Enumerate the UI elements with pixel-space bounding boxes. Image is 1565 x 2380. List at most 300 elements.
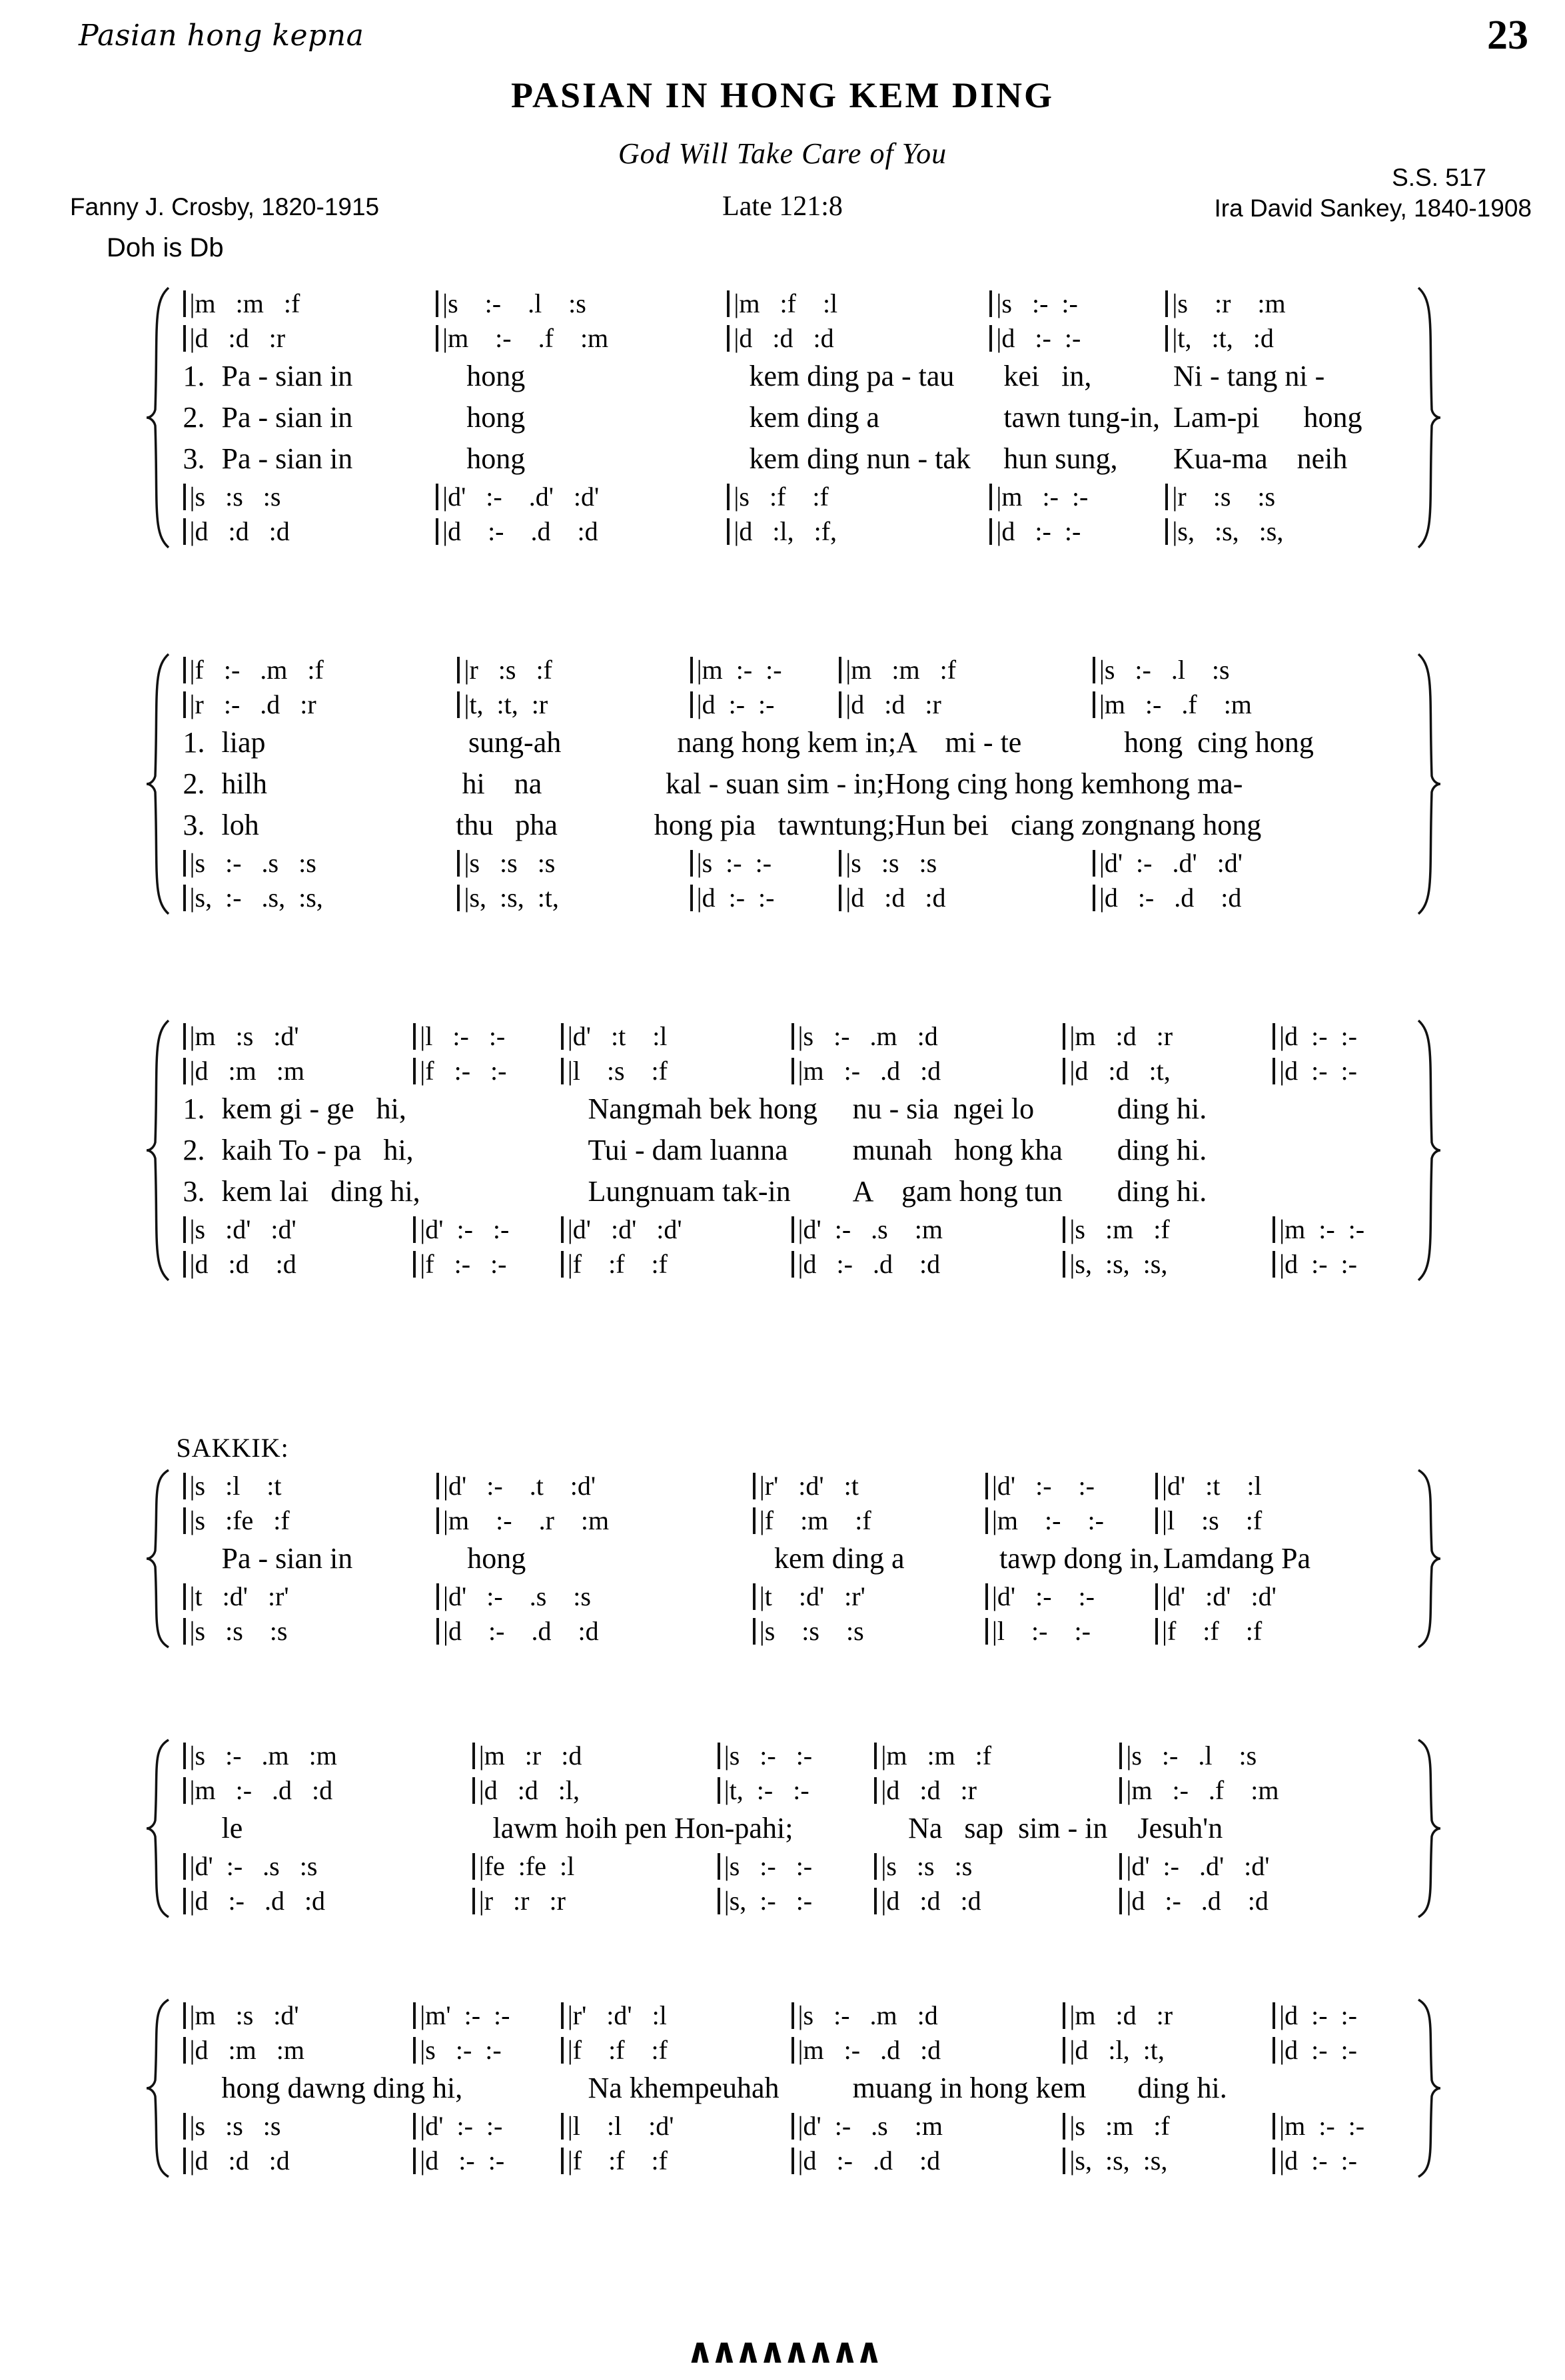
tenor-line — [183, 480, 1409, 514]
measure — [183, 518, 436, 545]
solfa-notes: |t :d' :r' — [189, 1581, 289, 1611]
measure — [436, 1507, 753, 1534]
lyric-segment: kem lai ding hi, — [221, 1175, 420, 1208]
solfa-notes: |m :- :- — [996, 482, 1089, 512]
measure — [413, 1251, 560, 1278]
solfa-notes: |fe :fe :l — [478, 1851, 575, 1881]
tenor-line — [183, 1579, 1409, 1614]
measure — [561, 2148, 791, 2174]
brace-left — [145, 1019, 171, 1282]
solfa-notes: |m :- .f :m — [442, 323, 609, 353]
solfa-notes: |s, :- .s, :s, — [189, 883, 323, 913]
solfa-notes: |s :r :m — [1172, 288, 1286, 318]
measure — [1273, 2037, 1399, 2064]
measure — [561, 2113, 791, 2140]
solfa-notes: |d :- .d :d — [442, 516, 598, 546]
measure — [183, 657, 458, 683]
tenor-line — [183, 846, 1409, 881]
lyric-line — [183, 2068, 1409, 2109]
verse-number: 2. — [183, 767, 205, 800]
measure — [436, 518, 727, 545]
solfa-notes: |d' :- .s :s — [443, 1581, 591, 1611]
brace-right — [1416, 1998, 1442, 2178]
lyric-segment: tawn tung-in, — [1003, 401, 1160, 434]
solfa-notes: |d' :t :l — [1161, 1471, 1262, 1501]
lyric-segment: hun sung, — [1003, 442, 1118, 475]
measure — [1273, 1251, 1399, 1278]
measure — [1155, 1583, 1409, 1610]
measure — [413, 2002, 560, 2029]
scripture-reference: Late 121:8 — [722, 191, 843, 222]
verse-number: 2. — [183, 401, 205, 434]
bass-line — [183, 881, 1409, 915]
measure — [718, 1777, 875, 1804]
lyric-segment: ding hi. — [1117, 1134, 1207, 1166]
system-2 — [70, 653, 1496, 915]
measure — [1119, 1888, 1408, 1914]
solfa-notes: |l :l :d' — [567, 2111, 674, 2141]
solfa-notes: |d :d :d — [881, 1886, 981, 1916]
solfa-notes: |d :d :d — [845, 883, 946, 913]
lyric-segment: hong ma- — [1131, 767, 1243, 800]
verse-number: 3. — [183, 809, 205, 841]
measure — [436, 290, 727, 317]
solfa-notes: |m :f :l — [734, 288, 838, 318]
tenor-line — [183, 1212, 1409, 1247]
measure — [472, 1777, 718, 1804]
lyric-segment: Na sap sim - in — [908, 1812, 1108, 1844]
lyric-segment: Pa - sian in — [221, 442, 353, 475]
measure — [183, 1058, 414, 1084]
brace-right — [1416, 1739, 1442, 1918]
staff-group — [183, 1739, 1409, 1918]
solfa-notes: |m :- .d :d — [797, 2035, 941, 2065]
measure — [1093, 850, 1409, 877]
measure — [1273, 1216, 1399, 1243]
solfa-notes: |s :s :s — [189, 482, 281, 512]
bass-line — [183, 1247, 1409, 1282]
lyric-segment: Hong cing hong kem — [884, 767, 1131, 800]
measure — [989, 518, 1165, 545]
solfa-notes: |d' :- .s :s — [189, 1851, 318, 1881]
solfa-notes: |d :l, :f, — [734, 516, 837, 546]
measure — [561, 2037, 791, 2064]
measure — [985, 1618, 1155, 1645]
measure — [791, 2037, 1063, 2064]
solfa-notes: |d :- :- — [1279, 1056, 1357, 1086]
brace-right — [1416, 1469, 1442, 1649]
solfa-notes: |s :s :s — [189, 1616, 288, 1646]
measure — [989, 325, 1165, 352]
lyric-line — [183, 722, 1409, 763]
solfa-notes: |d' :d' :d' — [1161, 1581, 1277, 1611]
measure — [183, 1473, 437, 1499]
solfa-notes: |r' :d' :l — [567, 2000, 667, 2030]
lyric-segment: nu - sia ngei lo — [852, 1092, 1035, 1125]
solfa-notes: |l :- :- — [420, 1021, 506, 1051]
measure — [472, 1853, 718, 1880]
solfa-notes: |t, :t, :r — [464, 689, 548, 719]
solfa-notes: |d :- :- — [996, 516, 1081, 546]
measure — [436, 1583, 753, 1610]
solfa-notes: |r :s :s — [1172, 482, 1276, 512]
measure — [839, 885, 1093, 911]
solfa-notes: |r :s :f — [464, 655, 552, 685]
lyric-segment: le — [221, 1812, 243, 1844]
solfa-notes: |s :s :s — [189, 2111, 281, 2141]
soprano-line — [183, 1019, 1409, 1054]
measure — [690, 850, 839, 877]
verse-number: 1. — [183, 726, 205, 759]
measure — [874, 1888, 1119, 1914]
solfa-notes: |m :- .f :m — [1099, 689, 1252, 719]
lyric-segment: Lam-pi hong — [1173, 401, 1362, 434]
lyric-segment: hi na — [462, 767, 542, 800]
solfa-notes: |d' :- .t :d' — [443, 1471, 596, 1501]
soprano-line — [183, 1469, 1409, 1503]
lyric-segment: hilh — [221, 767, 267, 800]
solfa-notes: |t, :- :- — [724, 1775, 809, 1805]
solfa-notes: |s :s :s — [464, 848, 556, 878]
lyric-segment: hong — [466, 401, 526, 434]
measure — [413, 1216, 560, 1243]
system-6 — [70, 1998, 1496, 2178]
alto-line — [183, 1773, 1409, 1808]
solfa-notes: |d :- :- — [1279, 1249, 1357, 1279]
solfa-notes: |d :- .d :d — [1126, 1886, 1269, 1916]
measure — [472, 1743, 718, 1769]
key-signature: Doh is Db — [107, 233, 224, 262]
measure — [753, 1618, 985, 1645]
solfa-notes: |d :d :d — [734, 323, 834, 353]
hymn-subtitle: God Will Take Care of You — [618, 137, 947, 170]
solfa-notes: |d' :- .d' :d' — [1126, 1851, 1270, 1881]
solfa-notes: |m' :- :- — [420, 2000, 510, 2030]
solfa-notes: |d :m :m — [189, 2035, 304, 2065]
lyric-segment: lawm hoih pen Hon-pa — [492, 1812, 762, 1844]
measure — [413, 1058, 560, 1084]
solfa-notes: |d' :- .s :m — [797, 2111, 943, 2141]
solfa-notes: |s :m :f — [1069, 1214, 1170, 1244]
lyric-segment: kem ding pa - tau — [749, 360, 955, 392]
solfa-notes: |s :- .l :s — [442, 288, 586, 318]
running-head: Pasian hong kepna — [79, 19, 364, 53]
measure — [874, 1853, 1119, 1880]
measure — [727, 518, 989, 545]
page-number: 23 — [1487, 13, 1528, 58]
solfa-notes: |s :- .m :d — [797, 2000, 938, 2030]
composer-credit: Ira David Sankey, 1840-1908 — [1214, 195, 1532, 222]
measure — [183, 2037, 414, 2064]
measure — [989, 290, 1165, 317]
soprano-line — [183, 286, 1409, 321]
lyric-segment: kaih To - pa hi, — [221, 1134, 414, 1166]
solfa-notes: |d :- :- — [420, 2146, 505, 2176]
solfa-notes: |d :- .d :d — [443, 1616, 599, 1646]
soprano-line — [183, 653, 1409, 687]
measure — [1165, 484, 1408, 510]
alto-line — [183, 2033, 1409, 2068]
measure — [839, 657, 1093, 683]
solfa-notes: |d :- .d :d — [1099, 883, 1242, 913]
solfa-notes: |d :d :l, — [478, 1775, 580, 1805]
measure — [1273, 2113, 1399, 2140]
brace-left — [145, 286, 171, 549]
solfa-notes: |d :d :r — [881, 1775, 977, 1805]
solfa-notes: |f :m :f — [759, 1505, 871, 1535]
alto-line — [183, 1054, 1409, 1088]
measure — [436, 1473, 753, 1499]
solfa-notes: |d' :- .d' :d' — [1099, 848, 1243, 878]
solfa-notes: |t :d' :r' — [759, 1581, 865, 1611]
solfa-notes: |d :l, :t, — [1069, 2035, 1165, 2065]
measure — [183, 290, 436, 317]
lyric-line — [183, 356, 1409, 397]
lyric-line — [183, 1808, 1409, 1849]
solfa-notes: |d' :d' :d' — [567, 1214, 682, 1244]
lyric-segment: hi; — [762, 1812, 793, 1844]
lyric-segment: kem ding a — [749, 401, 880, 434]
solfa-notes: |s :fe :f — [189, 1505, 290, 1535]
lyric-line — [183, 763, 1409, 805]
lyric-segment: kei in, — [1003, 360, 1092, 392]
measure — [753, 1507, 985, 1534]
measure — [183, 885, 458, 911]
solfa-notes: |m :- .r :m — [443, 1505, 610, 1535]
measure — [690, 691, 839, 718]
solfa-notes: |d' :t :l — [567, 1021, 668, 1051]
solfa-notes: |m :- .f :m — [1126, 1775, 1279, 1805]
measure — [183, 2002, 414, 2029]
lyric-line — [183, 1538, 1409, 1579]
solfa-notes: |f :f :f — [567, 2146, 668, 2176]
lyric-segment: kal - suan sim - in; — [665, 767, 885, 800]
lyric-segment: hong — [467, 1542, 526, 1575]
solfa-notes: |d :- :- — [1279, 2035, 1357, 2065]
soprano-line — [183, 1739, 1409, 1773]
solfa-notes: |d :d :r — [189, 323, 286, 353]
solfa-notes: |d :d :r — [845, 689, 941, 719]
solfa-notes: |l :- :- — [991, 1616, 1091, 1646]
brace-right — [1416, 653, 1442, 915]
measure — [457, 691, 690, 718]
measure — [1093, 691, 1409, 718]
measure — [561, 1058, 791, 1084]
measure — [1155, 1473, 1409, 1499]
brace-right — [1416, 1019, 1442, 1282]
solfa-notes: |s, :s, :t, — [464, 883, 559, 913]
measure — [436, 325, 727, 352]
lyric-segment: Jesuh'n — [1137, 1812, 1223, 1844]
solfa-notes: |m :d :r — [1069, 1021, 1173, 1051]
solfa-notes: |s :d' :d' — [189, 1214, 296, 1244]
measure — [436, 1618, 753, 1645]
lyric-segment: tawp dong in, — [999, 1542, 1160, 1575]
solfa-notes: |m :s :d' — [189, 1021, 299, 1051]
measure — [183, 1743, 472, 1769]
solfa-notes: |f :f :f — [567, 2035, 668, 2065]
lyric-segment: Nangmah bek hong — [588, 1092, 818, 1125]
solfa-notes: |m :- .d :d — [189, 1775, 333, 1805]
measure — [989, 484, 1165, 510]
solfa-notes: |s :l :t — [189, 1471, 282, 1501]
measure — [1155, 1507, 1409, 1534]
measure — [1273, 1058, 1399, 1084]
measure — [753, 1473, 985, 1499]
measure — [183, 1251, 414, 1278]
measure — [413, 2148, 560, 2174]
staff-group — [183, 1998, 1409, 2178]
staff-group — [183, 653, 1409, 915]
alto-line — [183, 1503, 1409, 1538]
solfa-notes: |s :f :f — [734, 482, 829, 512]
solfa-notes: |d :- :- — [696, 883, 775, 913]
solfa-notes: |s :- :- — [696, 848, 772, 878]
measure — [1155, 1618, 1409, 1645]
bass-line — [183, 514, 1409, 549]
measure — [839, 691, 1093, 718]
measure — [436, 484, 727, 510]
solfa-notes: |d :d :t, — [1069, 1056, 1171, 1086]
solfa-notes: |f :f :f — [1161, 1616, 1263, 1646]
lyric-line — [183, 397, 1409, 438]
lyric-segment: liap — [221, 726, 266, 759]
measure — [1063, 2148, 1273, 2174]
measure — [874, 1743, 1119, 1769]
lyric-segment: A gam hong tun — [852, 1175, 1063, 1208]
lyric-segment: hong — [466, 442, 526, 475]
measure — [791, 1251, 1063, 1278]
solfa-notes: |s :s :s — [845, 848, 937, 878]
measure — [413, 2037, 560, 2064]
measure — [791, 1058, 1063, 1084]
measure — [183, 850, 458, 877]
measure — [791, 1216, 1063, 1243]
solfa-notes: |m :- :- — [1279, 2111, 1365, 2141]
ornament-divider: ∧∧∧∧∧∧∧∧ — [686, 2331, 879, 2371]
solfa-notes: |d :- .d :d — [797, 1249, 941, 1279]
verse-number: 1. — [183, 360, 205, 392]
solfa-notes: |d' :- :- — [420, 2111, 503, 2141]
measure — [727, 325, 989, 352]
brace-left — [145, 1739, 171, 1918]
lyric-segment: Hun bei ciang zong — [895, 809, 1139, 841]
measure — [183, 1583, 437, 1610]
tenor-line — [183, 2109, 1409, 2144]
solfa-notes: |d' :- .d' :d' — [442, 482, 600, 512]
solfa-notes: |s :- :- — [724, 1741, 813, 1771]
lyric-segment: kem ding nun - tak — [749, 442, 971, 475]
measure — [413, 1023, 560, 1050]
solfa-notes: |d :m :m — [189, 1056, 304, 1086]
solfa-notes: |d :d :d — [189, 1249, 296, 1279]
lyric-line — [183, 805, 1409, 846]
measure — [1165, 290, 1408, 317]
measure — [727, 484, 989, 510]
measure — [457, 885, 690, 911]
solfa-notes: |s :- :- — [724, 1851, 813, 1881]
solfa-notes: |d :- :- — [1279, 2146, 1357, 2176]
measure — [561, 1023, 791, 1050]
solfa-notes: |l :s :f — [1161, 1505, 1263, 1535]
chorus-label: SAKKIK: — [176, 1433, 289, 1463]
lyric-segment: Kua-ma neih — [1173, 442, 1348, 475]
measure — [690, 657, 839, 683]
solfa-notes: |d' :- :- — [420, 1214, 510, 1244]
lyric-segment: muang in hong kem — [852, 2072, 1087, 2104]
solfa-notes: |m :r :d — [478, 1741, 582, 1771]
solfa-notes: |f :f :f — [567, 1249, 668, 1279]
lyric-segment: Na khempeuhah — [588, 2072, 780, 2104]
measure — [1063, 1251, 1273, 1278]
measure — [839, 850, 1093, 877]
lyric-segment: kem ding a — [774, 1542, 905, 1575]
alto-line — [183, 321, 1409, 356]
solfa-notes: |s :- :- — [420, 2035, 502, 2065]
bass-line — [183, 1614, 1409, 1649]
solfa-notes: |f :- :- — [420, 1249, 507, 1279]
measure — [718, 1743, 875, 1769]
brace-left — [145, 1998, 171, 2178]
solfa-notes: |t, :t, :d — [1172, 323, 1274, 353]
measure — [1063, 2002, 1273, 2029]
system-1 — [70, 286, 1496, 549]
solfa-notes: |f :- :- — [420, 1056, 507, 1086]
lyric-line — [183, 438, 1409, 480]
solfa-notes: |s :- .m :m — [189, 1741, 337, 1771]
page-title: PASIAN IN HONG KEM DING — [510, 75, 1055, 115]
measure — [985, 1583, 1155, 1610]
system-4 — [70, 1432, 1496, 1649]
measure — [561, 1216, 791, 1243]
solfa-notes: |d :- .d :d — [189, 1886, 326, 1916]
lyric-segment: Lungnuam tak-in — [588, 1175, 791, 1208]
solfa-notes: |s, :s, :s, — [1069, 2146, 1168, 2176]
solfa-notes: |m :- :- — [1279, 1214, 1365, 1244]
staff-group — [183, 286, 1409, 549]
lyric-line — [183, 1171, 1409, 1212]
alto-line — [183, 687, 1409, 722]
measure — [1119, 1777, 1408, 1804]
solfa-notes: |s :s :s — [759, 1616, 864, 1646]
lyric-segment: sung-ah — [468, 726, 562, 759]
lyric-segment: Pa - sian in — [221, 401, 353, 434]
measure — [183, 1853, 472, 1880]
solfa-notes: |d :- :- — [996, 323, 1081, 353]
measure — [1063, 2113, 1273, 2140]
bass-line — [183, 2144, 1409, 2178]
lyric-segment: A mi - te — [896, 726, 1022, 759]
solfa-notes: |d' :- :- — [991, 1581, 1095, 1611]
staff-group — [183, 1469, 1409, 1649]
solfa-notes: |m :m :f — [189, 288, 300, 318]
lyric-segment: kem gi - ge hi, — [221, 1092, 406, 1125]
lyric-line — [183, 1088, 1409, 1130]
verse-number: 2. — [183, 1134, 205, 1166]
measure — [1063, 1023, 1273, 1050]
measure — [183, 2148, 414, 2174]
lyric-segment: Pa - sian in — [221, 1542, 353, 1575]
lyric-segment: munah hong kha — [852, 1134, 1063, 1166]
measure — [985, 1507, 1155, 1534]
measure — [183, 1507, 437, 1534]
measure — [183, 1216, 414, 1243]
measure — [1063, 1058, 1273, 1084]
bass-line — [183, 1884, 1409, 1918]
solfa-notes: |s :- :- — [996, 288, 1078, 318]
measure — [791, 2002, 1063, 2029]
measure — [413, 2113, 560, 2140]
